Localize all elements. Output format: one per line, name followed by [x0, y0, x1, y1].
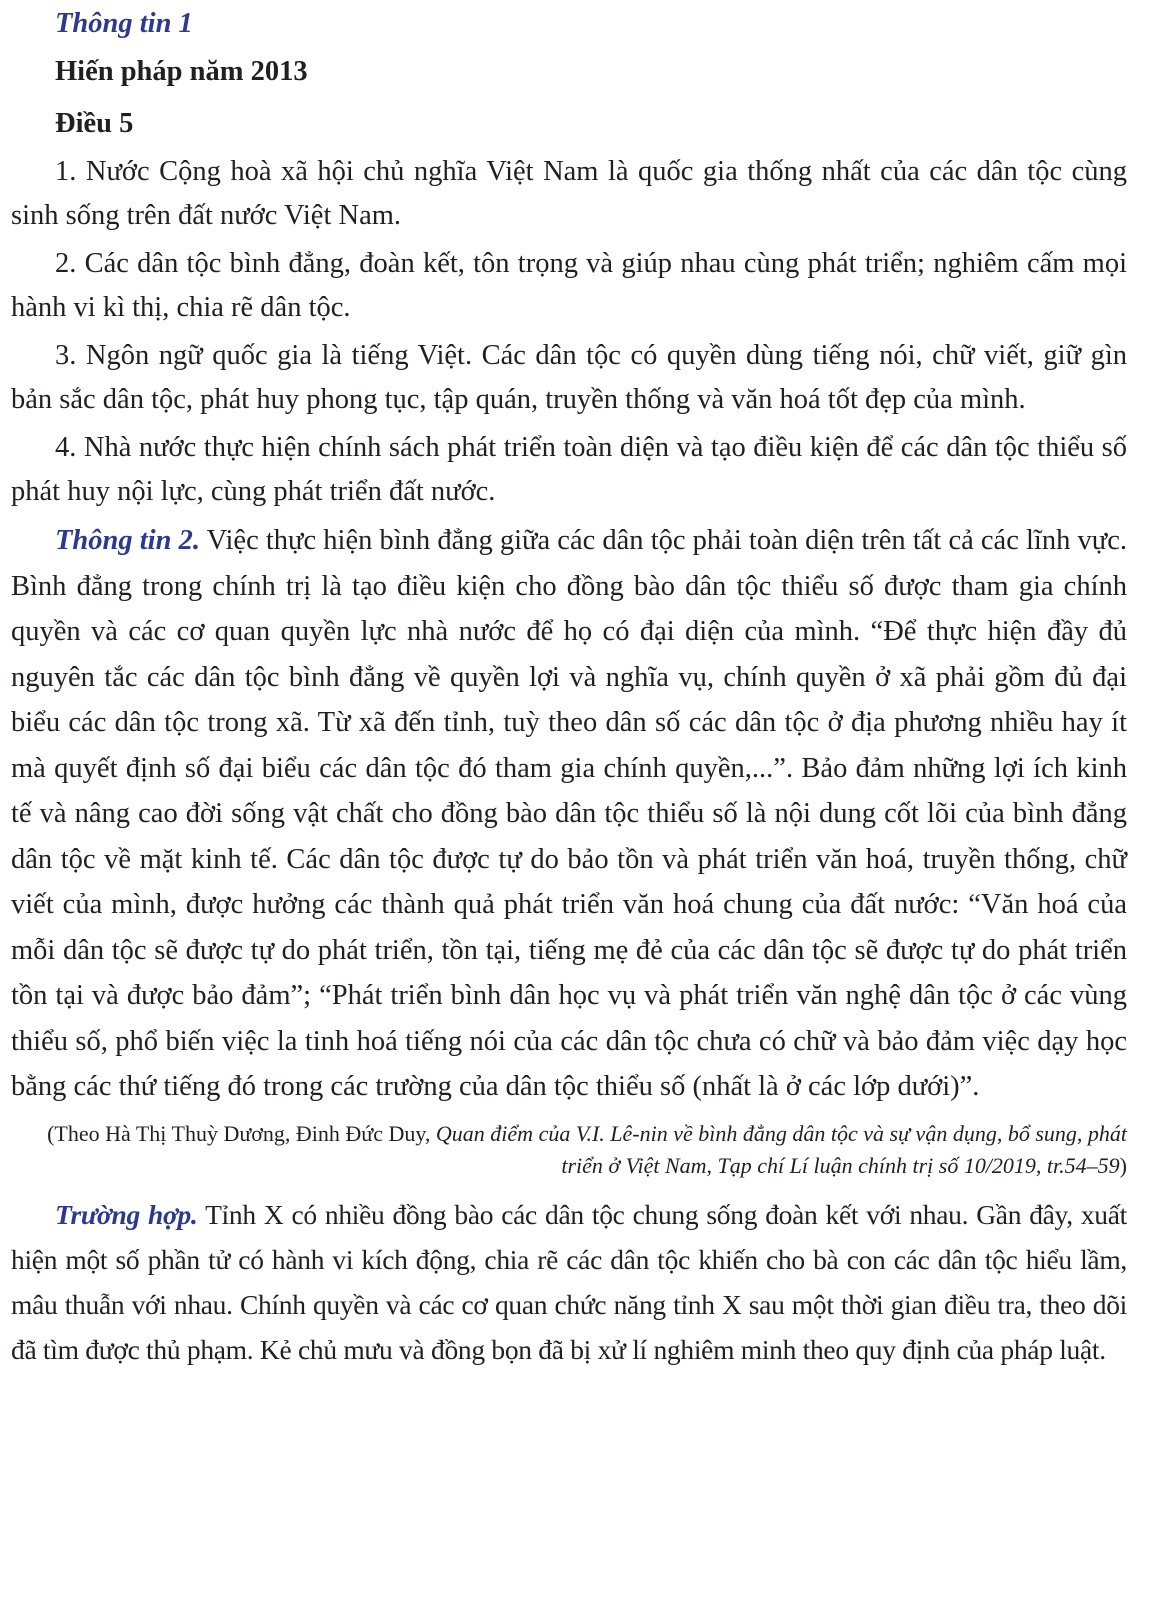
article-title: Điều 5	[55, 108, 134, 139]
document-page	[0, 2, 1160, 1602]
article-clauses	[11, 150, 1127, 514]
case-label: Trường hợp.	[55, 1198, 198, 1230]
case-paragraph	[11, 1192, 1127, 1372]
info2-paragraph	[11, 518, 1127, 1110]
source-suffix: )	[1119, 1152, 1127, 1178]
law-title: Hiến pháp năm 2013	[55, 56, 308, 87]
clause-2: 2. Các dân tộc bình đẳng, đoàn kết, tôn trọng và giúp nhau cùng phát triển; nghiêm cấm mọi hành vi kì thị, chia rẽ dân tộc.	[11, 248, 1127, 323]
info2-label: Thông tin 2.	[55, 525, 200, 556]
clause-3: 3. Ngôn ngữ quốc gia là tiếng Việt. Các dân tộc có quyền dùng tiếng nói, chữ viết, giữ gìn bản sắc dân tộc, phát huy phong tục, tập quán, truyền thống và văn hoá tốt đẹp của mình.	[11, 340, 1127, 415]
info2-text: Việc thực hiện bình đẳng giữa các dân tộc phải toàn diện trên tất cả các lĩnh vực. Bình đẳng trong chính trị là tạo điều kiện cho đồng bào dân tộc thiểu số được tham gia chính quyền và các cơ quan quyền lực nhà nước để họ có đại diện của mình. “Để thực hiện đầy đủ nguyên tắc các dân tộc bình đẳng về quyền lợi và nghĩa vụ, chính quyền ở xã phải gồm đủ đại biểu các dân tộc trong xã. Từ xã đến tỉnh, tuỳ theo dân số các dân tộc ở địa phương nhiều hay ít mà quyết định số đại biểu các dân tộc đó tham gia chính quyền,...”. Bảo đảm những lợi ích kinh tế và nâng cao đời sống vật chất cho đồng bào dân tộc thiểu số là nội dung cốt lõi của bình đẳng dân tộc về mặt kinh tế. Các dân tộc được tự do bảo tồn và phát triển văn hoá, truyền thống, chữ viết của mình, được hưởng các thành quả phát triển văn hoá chung của đất nước: “Văn hoá của mỗi dân tộc sẽ được tự do phát triển, tồn tại, tiếng mẹ đẻ của các dân tộc sẽ được tự do phát triển tồn tại và được bảo đảm”; “Phát triển bình dân học vụ và phát triển văn nghệ dân tộc ở các vùng thiểu số, phổ biến việc la tinh hoá tiếng nói của các dân tộc chưa có chữ và bảo đảm việc dạy học bằng các thứ tiếng đó trong các trường của dân tộc thiểu số (nhất là ở các lớp dưới)”.	[11, 525, 1127, 1102]
clause-1: 1. Nước Cộng hoà xã hội chủ nghĩa Việt Nam là quốc gia thống nhất của các dân tộc cùng sinh sống trên đất nước Việt Nam.	[11, 156, 1127, 231]
info1-label: Thông tin 1	[55, 8, 193, 39]
source-citation	[11, 1118, 1127, 1182]
source-title: Quan điểm của V.I. Lê-nin về bình đẳng dân tộc và sự vận dụng, bổ sung, phát triển ở Việt Nam, Tạp chí Lí luận chính trị số 10/2019, tr.54–59	[435, 1120, 1127, 1178]
case-text: Tỉnh X có nhiều đồng bào các dân tộc chung sống đoàn kết với nhau. Gần đây, xuất hiện một số phần tử có hành vi kích động, chia rẽ các dân tộc khiến cho bà con các dân tộc hiểu lầm, mâu thuẫn với nhau. Chính quyền và các cơ quan chức năng tỉnh X sau một thời gian điều tra, theo dõi đã tìm được thủ phạm. Kẻ chủ mưu và đồng bọn đã bị xử lí nghiêm minh theo quy định của pháp luật.	[11, 1198, 1127, 1365]
clause-4: 4. Nhà nước thực hiện chính sách phát triển toàn diện và tạo điều kiện để các dân tộc thiểu số phát huy nội lực, cùng phát triển đất nước.	[11, 432, 1127, 507]
source-prefix: (Theo Hà Thị Thuỳ Dương, Đinh Đức Duy,	[47, 1120, 436, 1146]
